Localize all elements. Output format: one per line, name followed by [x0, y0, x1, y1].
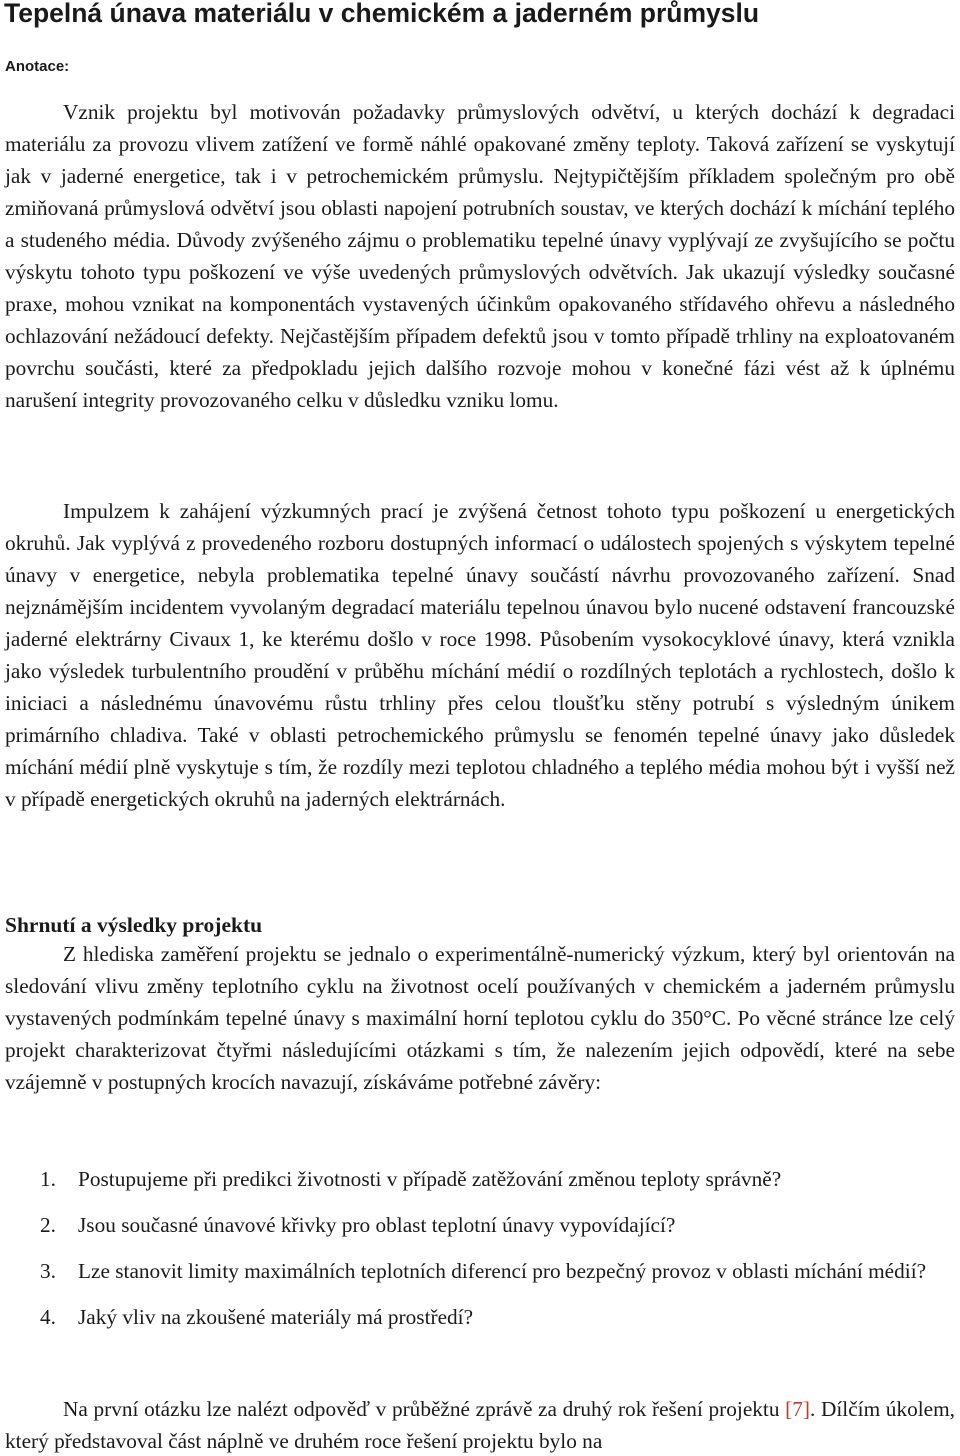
- question-text: Jsou současné únavové křivky pro oblast teplotní únavy vypovídající?: [78, 1213, 676, 1237]
- annotation-paragraph: Vznik projektu byl motivován požadavky průmyslových odvětví, u kterých dochází k degradaci materiálu za provozu vlivem zatížení ve formě náhlé opakované změny teploty. Taková zařízení se vyskytují jak v jaderné energetice, tak i v petrochemickém průmyslu. Nejtypičtějším příkladem společným pro obě zmiňovaná průmyslová odvětví jsou oblasti napojení potrubních soustav, ve kterých dochází k míchání teplého a studeného média. Důvody zvýšeného zájmu o problematiku tepelné únavy vyplývají ze zvyšujícího se počtu výskytu tohoto typu poškození ve výše uvedených průmyslových odvětvích. Jak ukazují výsledky současné praxe, mohou vznikat na komponentách vystavených účinkům opakovaného střídavého ohřevu a následného ochlazování nežádoucí defekty. Nejčastějším případem defektů jsou v tomto případě trhliny na exploatovaném povrchu součásti, které za předpokladu jejich dalšího rozvoje mohou v konečné fázi vést až k úplnému narušení integrity provozovaného celku v důsledku vzniku lomu.: [5, 100, 955, 412]
- question-item: [0, 1301, 955, 1333]
- summary-paragraph: Z hlediska zaměření projektu se jednalo o experimentálně-numerický výzkum, který byl orientován na sledování vlivu změny teplotního cyklu na životnost ocelí používaných v chemickém a jaderném průmyslu vystavených podmínkám tepelné únavy s maximální horní teplotou cyklu do 350°C. Po věcné stránce lze celý projekt charakterizovat čtyřmi následujícími otázkami s tím, že nalezením jejich odpovědí, které na sebe vzájemně v postupných krocích navazují, získáváme potřebné závěry:: [5, 942, 955, 1094]
- question-number: 1.: [40, 1167, 56, 1191]
- question-item: [0, 1209, 955, 1241]
- question-text: Jaký vliv na zkoušené materiály má prostředí?: [78, 1305, 474, 1329]
- progress-report-paragraph: [5, 1393, 955, 1456]
- motivation-paragraph: Impulzem k zahájení výzkumných prací je zvýšená četnost tohoto typu poškození u energetických okruhů. Jak vyplývá z provedeného rozboru dostupných informací o událostech spojených s výskytem tepelné únavy v energetice, nebyla problematika tepelné únavy součástí návrhu provozovaného zařízení. Snad nejznámějším incidentem vyvolaným degradací materiálu tepelnou únavou bylo nucené odstavení francouzské jaderné elektrárny Civaux 1, ke kterému došlo v roce 1998. Působením vysokocyklové únavy, která vznikla jako výsledek turbulentního proudění v průběhu míchání médií o rozdílných teplotách a rychlostech, došlo k iniciaci a následnému únavovému růstu trhliny přes celou tloušťku stěny potrubí s výsledným únikem primárního chladiva. Také v oblasti petrochemického průmyslu se fenomén tepelné únavy jako důsledek míchání médií plně vyskytuje s tím, že rozdíly mezi teplotou chladného a teplého média mohou být i vyšší než v případě energetických okruhů na jaderných elektrárnách.: [5, 499, 955, 811]
- question-number: 4.: [40, 1305, 56, 1329]
- paragraph-text-start: Na první otázku lze nalézt odpověď v průběžné zprávě za druhý rok řešení projektu: [63, 1397, 786, 1421]
- section-heading-summary: Shrnutí a výsledky projektu: [5, 913, 263, 937]
- question-number: 3.: [40, 1259, 56, 1283]
- question-text: Lze stanovit limity maximálních teplotních diferencí pro bezpečný provoz v oblasti míchání médií?: [78, 1259, 927, 1283]
- question-item: [0, 1255, 955, 1287]
- annotation-label: Anotace:: [5, 58, 70, 75]
- reference-link[interactable]: [7]: [785, 1397, 810, 1421]
- question-text: Postupujeme při predikci životnosti v případě zatěžování změnou teploty správně?: [78, 1167, 782, 1191]
- paragraph-text-end: . Dílčím úkolem, který představoval část náplně ve druhém roce řešení projektu bylo na: [5, 1397, 955, 1453]
- document-title: Tepelná únava materiálu v chemickém a jaderném průmyslu: [4, 0, 760, 28]
- question-item: [0, 1163, 955, 1195]
- question-list: [0, 1163, 955, 1347]
- question-number: 2.: [40, 1213, 56, 1237]
